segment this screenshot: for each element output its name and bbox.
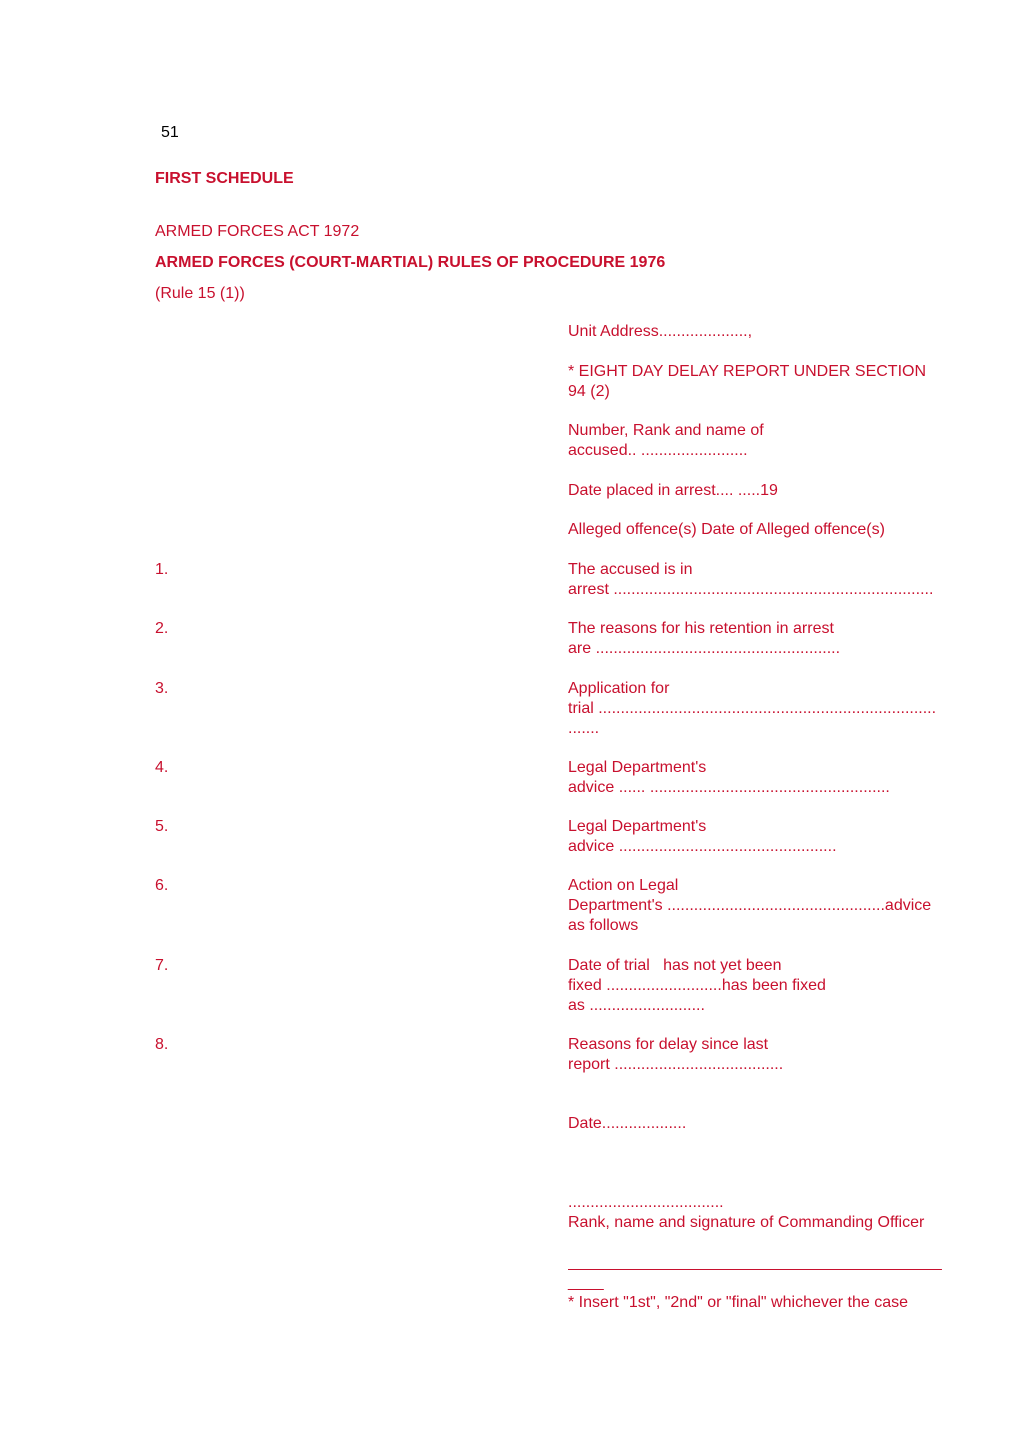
item-line: Department's .................................................advice bbox=[568, 897, 932, 914]
act-title: ARMED FORCES ACT 1972 bbox=[155, 223, 360, 240]
item-line: Date of trial has not yet been bbox=[568, 957, 782, 974]
item-line: trial ............................................................................ bbox=[568, 700, 937, 717]
signature-label: Rank, name and signature of Commanding Officer bbox=[568, 1214, 925, 1231]
item-line: arrest ........................................................................ bbox=[568, 581, 934, 598]
item-text bbox=[568, 758, 968, 798]
rules-title: ARMED FORCES (COURT-MARTIAL) RULES OF PROCEDURE 1976 bbox=[155, 254, 666, 271]
item-line: Application for bbox=[568, 680, 670, 697]
item-line: advice ...... ...................................................... bbox=[568, 779, 890, 796]
page-number: 51 bbox=[161, 124, 179, 141]
item-text bbox=[568, 619, 968, 659]
item-number: 6. bbox=[155, 877, 169, 894]
item-line: are ....................................................... bbox=[568, 640, 841, 657]
item-line: Legal Department's bbox=[568, 818, 707, 835]
footnote-rule: __________________________________________ bbox=[568, 1254, 942, 1271]
item-number: 1. bbox=[155, 561, 169, 578]
signature-block bbox=[568, 1193, 968, 1233]
report-title-line: * EIGHT DAY DELAY REPORT UNDER SECTION bbox=[568, 363, 927, 380]
accused-field bbox=[568, 421, 968, 461]
date-field: Date................... bbox=[568, 1115, 687, 1132]
item-line: The reasons for his retention in arrest bbox=[568, 620, 834, 637]
item-number: 8. bbox=[155, 1036, 169, 1053]
item-line: Reasons for delay since last bbox=[568, 1036, 769, 1053]
item-number: 3. bbox=[155, 680, 169, 697]
item-line: Legal Department's bbox=[568, 759, 707, 776]
item-number: 4. bbox=[155, 759, 169, 776]
rule-reference: (Rule 15 (1)) bbox=[155, 285, 245, 302]
unit-address-field: Unit Address...................., bbox=[568, 323, 753, 340]
footnote-block bbox=[568, 1253, 968, 1313]
report-title bbox=[568, 362, 968, 402]
report-title-line: 94 (2) bbox=[568, 383, 610, 400]
item-line: as follows bbox=[568, 917, 639, 934]
date-placed-field: Date placed in arrest.... .....19 bbox=[568, 482, 778, 499]
item-line: fixed ..........................has been fixed bbox=[568, 977, 826, 994]
item-text bbox=[568, 956, 968, 1016]
item-number: 2. bbox=[155, 620, 169, 637]
item-line: report ...................................... bbox=[568, 1056, 784, 1073]
item-line: ....... bbox=[568, 720, 600, 737]
alleged-offence-field: Alleged offence(s) Date of Alleged offence(s) bbox=[568, 521, 885, 538]
item-text bbox=[568, 679, 968, 739]
item-line: The accused is in bbox=[568, 561, 693, 578]
footnote-rule: ____ bbox=[568, 1274, 604, 1291]
footnote-text: * Insert "1st", "2nd" or "final" whichever the case bbox=[568, 1294, 909, 1311]
item-text bbox=[568, 817, 968, 857]
item-text bbox=[568, 1035, 968, 1075]
item-line: as .......................... bbox=[568, 997, 705, 1014]
item-line: Action on Legal bbox=[568, 877, 679, 894]
item-number: 7. bbox=[155, 957, 169, 974]
item-text bbox=[568, 876, 968, 936]
item-number: 5. bbox=[155, 818, 169, 835]
item-line: advice ................................................. bbox=[568, 838, 837, 855]
schedule-title: FIRST SCHEDULE bbox=[155, 170, 294, 187]
signature-dots: ................................... bbox=[568, 1194, 724, 1211]
accused-line: accused.. ........................ bbox=[568, 442, 748, 459]
accused-line: Number, Rank and name of bbox=[568, 422, 764, 439]
item-text bbox=[568, 560, 968, 600]
